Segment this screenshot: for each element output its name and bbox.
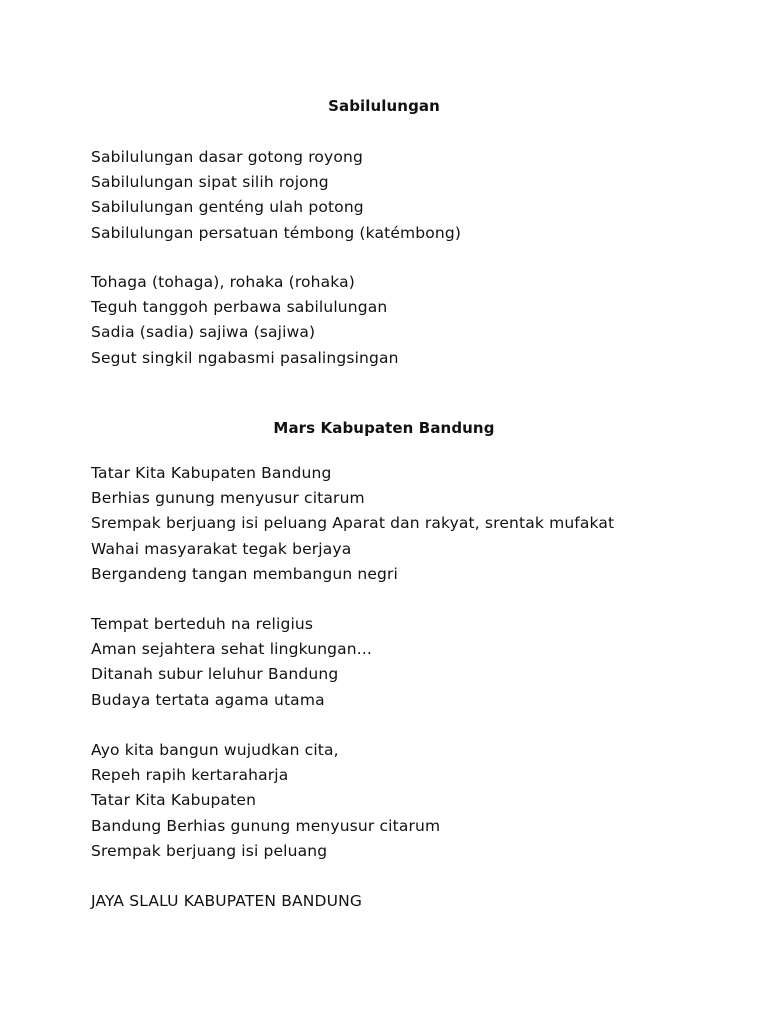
- stanza-5: [91, 738, 440, 864]
- lyric-line: JAYA SLALU KABUPATEN BANDUNG: [91, 892, 362, 910]
- lyric-line: Srempak berjuang isi peluang Aparat dan rakyat, srentak mufakat: [91, 514, 615, 533]
- lyric-line: Tatar Kita Kabupaten: [91, 791, 257, 810]
- lyric-line: Ditanah subur leluhur Bandung: [91, 665, 339, 684]
- song-title-sabilulungan: Sabilulungan: [328, 97, 440, 115]
- stanza-2: [91, 270, 399, 371]
- lyric-line: Sabilulungan genténg ulah potong: [91, 198, 364, 217]
- stanza-4: [91, 612, 372, 713]
- lyric-line: Aman sejahtera sehat lingkungan...: [91, 640, 373, 659]
- lyric-line: Bergandeng tangan membangun negri: [91, 564, 399, 583]
- stanza-1: [91, 145, 461, 246]
- lyric-line: Repeh rapih kertaraharja: [91, 766, 289, 785]
- lyric-line: Budaya tertata agama utama: [91, 690, 325, 709]
- lyric-line: Berhias gunung menyusur citarum: [91, 489, 365, 508]
- lyric-line: Srempak berjuang isi peluang: [91, 841, 328, 860]
- lyric-line: Segut singkil ngabasmi pasalingsingan: [91, 348, 399, 367]
- lyric-line: Wahai masyarakat tegak berjaya: [91, 539, 352, 558]
- lyric-line: Sabilulungan sipat silih rojong: [91, 173, 329, 192]
- lyric-line: Tatar Kita Kabupaten Bandung: [91, 464, 332, 482]
- lyric-line: Ayo kita bangun wujudkan cita,: [91, 741, 339, 759]
- lyric-line: Bandung Berhias gunung menyusur citarum: [91, 816, 441, 835]
- lyric-line: Tohaga (tohaga), rohaka (rohaka): [91, 273, 355, 291]
- lyric-line: Teguh tanggoh perbawa sabilulungan: [91, 298, 388, 317]
- stanza-3: [91, 461, 614, 587]
- lyric-line: Tempat berteduh na religius: [91, 615, 314, 633]
- lyric-line: Sadia (sadia) sajiwa (sajiwa): [91, 323, 316, 342]
- lyric-line: Sabilulungan dasar gotong royong: [91, 148, 363, 166]
- song-title-mars-kabupaten-bandung: Mars Kabupaten Bandung: [273, 419, 495, 437]
- stanza-6-closing: [91, 889, 362, 914]
- lyric-line: Sabilulungan persatuan témbong (katémbong): [91, 223, 462, 242]
